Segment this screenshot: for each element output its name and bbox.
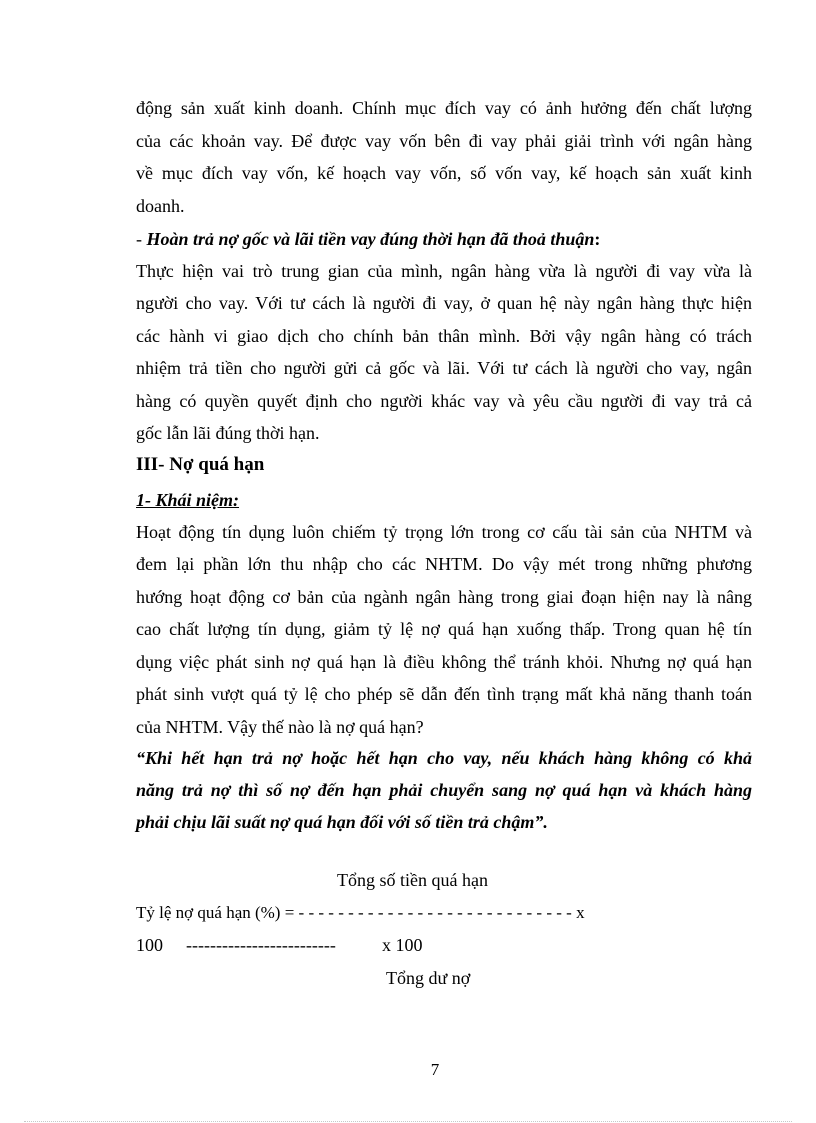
paragraph-line: doanh.	[136, 196, 185, 216]
paragraph-line: cao chất lượng tín dụng, giảm tỷ lệ nợ quá hạn xuống thấp. Trong quan hệ tín	[136, 619, 752, 639]
definition-quote-line: phải chịu lãi suất nợ quá hạn đối với số tiền trả chậm”.	[136, 812, 548, 832]
formula-numerator: Tổng số tiền quá hạn	[337, 870, 488, 890]
section-heading: III- Nợ quá hạn	[136, 454, 265, 475]
paragraph-line: nhiệm trả tiền cho người gửi cả gốc và lãi. Với tư cách là người cho vay, ngân	[136, 358, 752, 378]
paragraph-line: đem lại phần lớn thu nhập cho các NHTM. Do vậy mét trong những phương	[136, 554, 752, 574]
page-bottom-divider	[24, 1121, 792, 1122]
definition-quote-line: năng trả nợ thì số nợ đến hạn phải chuyển sang nợ quá hạn và khách hàng	[136, 780, 752, 800]
paragraph-line: của NHTM. Vậy thế nào là nợ quá hạn?	[136, 717, 424, 737]
paragraph-line: Thực hiện vai trò trung gian của mình, ngân hàng vừa là người đi vay vừa là	[136, 261, 752, 281]
paragraph-line: dụng việc phát sinh nợ quá hạn là điều không thể tránh khỏi. Nhưng nợ quá hạn	[136, 652, 752, 672]
paragraph-line: của các khoản vay. Để được vay vốn bên đi vay phải giải trình với ngân hàng	[136, 131, 752, 151]
formula-row2-dashes: -------------------------	[186, 935, 336, 955]
list-item-title: Hoàn trả nợ gốc và lãi tiền vay đúng thời hạn đã thoả thuận	[146, 229, 595, 249]
formula-lhs: Tỷ lệ nợ quá hạn (%) = - - - - - - - - - - - - - - - - - - - - - - - - - - - - x	[136, 903, 585, 922]
list-item-colon: :	[594, 229, 601, 249]
paragraph-line: về mục đích vay vốn, kế hoạch vay vốn, số vốn vay, kế hoạch sản xuất kinh	[136, 163, 752, 183]
subsection-heading: 1- Khái niệm:	[136, 490, 240, 510]
page-number: 7	[430, 1060, 440, 1079]
paragraph-line: phát sinh vượt quá tỷ lệ cho phép sẽ dẫn đến tình trạng mất khả năng thanh toán	[136, 684, 752, 704]
formula-denominator: Tổng dư nợ	[386, 968, 471, 988]
list-item-heading	[136, 228, 752, 250]
paragraph-line: gốc lẫn lãi đúng thời hạn.	[136, 423, 320, 443]
paragraph-line: động sản xuất kinh doanh. Chính mục đích vay có ảnh hưởng đến chất lượng	[136, 98, 752, 118]
formula-row2-multiplier: x 100	[382, 935, 423, 955]
paragraph-line: hàng có quyền quyết định cho người khác vay và yêu cầu người đi vay trả cả	[136, 391, 752, 411]
list-item-bullet: -	[136, 229, 147, 249]
paragraph-line: người cho vay. Với tư cách là người đi vay, ở quan hệ này ngân hàng thực hiện	[136, 293, 752, 313]
paragraph-line: Hoạt động tín dụng luôn chiếm tỷ trọng lớn trong cơ cấu tài sản của NHTM và	[136, 522, 752, 542]
paragraph-line: các hành vi giao dịch cho chính bản thân mình. Bởi vậy ngân hàng có trách	[136, 326, 752, 346]
formula-row2-value: 100	[136, 935, 163, 955]
paragraph-line: hướng hoạt động cơ bản của ngành ngân hàng trong giai đoạn hiện nay là nâng	[136, 587, 752, 607]
definition-quote-line: “Khi hết hạn trả nợ hoặc hết hạn cho vay, nếu khách hàng không có khả	[136, 748, 752, 768]
